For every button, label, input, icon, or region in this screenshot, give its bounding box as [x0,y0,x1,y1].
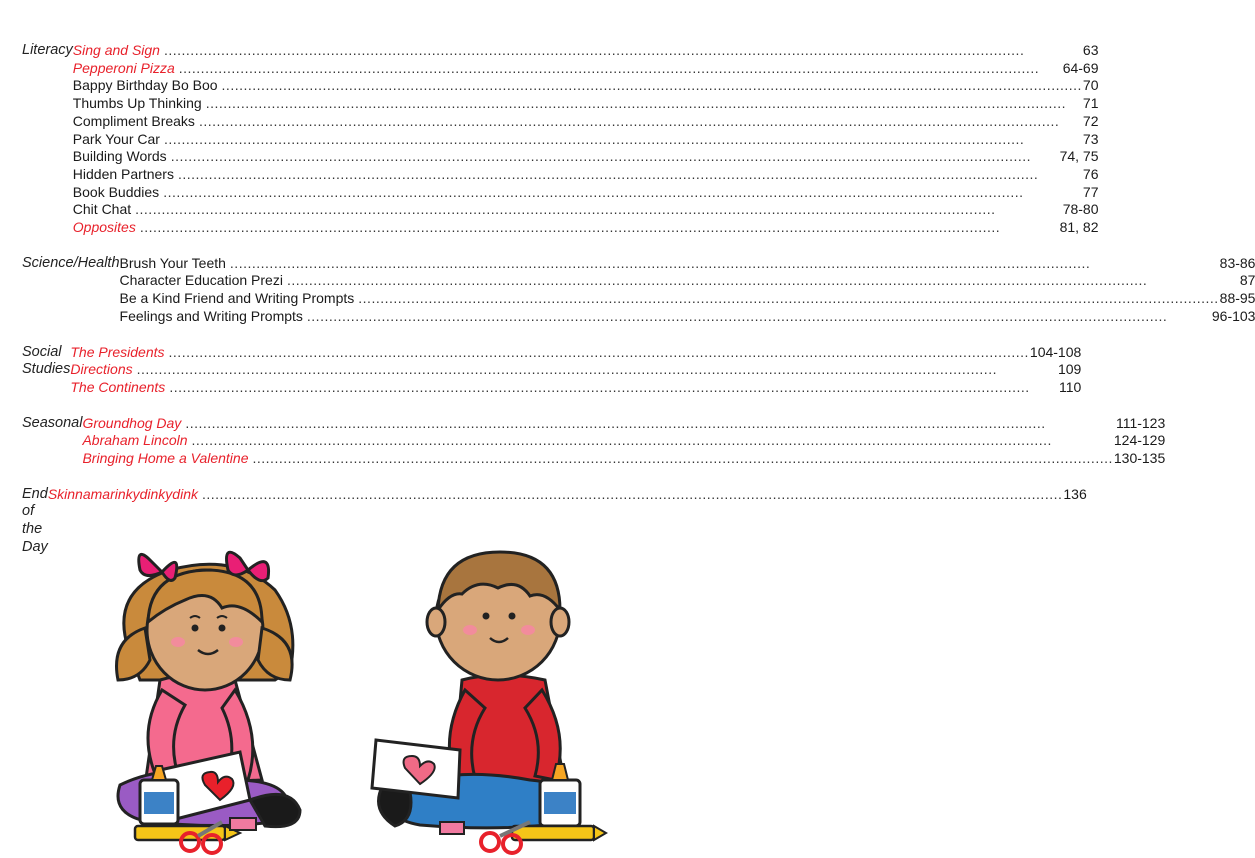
dot-leader [164,42,1082,60]
entry-page: 124-129 [1113,432,1166,449]
dot-leader [358,290,1218,308]
entry-page: 76 [1082,165,1099,182]
dot-leader [163,184,1082,202]
entry-title[interactable]: Abraham Lincoln [82,432,188,449]
dot-leader [192,432,1113,450]
table-of-contents [22,42,1255,575]
entry-page: 88-95 [1219,290,1255,307]
dot-leader [137,361,1057,379]
entry-title: Bappy Birthday Bo Boo [72,77,218,94]
entry-title[interactable]: The Presidents [70,343,165,360]
entry-page: 73 [1082,130,1099,147]
entry-title[interactable]: Pepperoni Pizza [72,59,175,76]
toc-entry[interactable] [70,344,1081,362]
section-label: End of the Day [22,485,48,555]
toc-entry [120,255,1255,273]
dot-leader [185,415,1115,433]
section-entries [82,415,1165,468]
dot-leader [222,77,1082,95]
entry-title: Thumbs Up Thinking [72,95,202,112]
entry-title[interactable]: Sing and Sign [72,42,160,58]
dot-leader [171,148,1059,166]
entry-page: 109 [1057,361,1082,378]
toc-entry [73,131,1099,149]
entry-title: Feelings and Writing Prompts [119,307,303,324]
entry-page: 96-103 [1211,307,1255,324]
entry-title: Character Education Prezi [119,272,283,289]
toc-entry [73,95,1099,113]
dot-leader [199,113,1082,131]
toc-entry [73,166,1099,184]
toc-entry[interactable] [82,450,1165,468]
entry-title: Brush Your Teeth [119,254,226,271]
entry-page: 111-123 [1115,414,1166,431]
entry-title: Hidden Partners [72,165,174,182]
entry-title[interactable]: Directions [70,361,133,378]
toc-entry[interactable] [70,379,1081,397]
entry-page: 110 [1058,378,1082,395]
kids-valentine-illustration [0,530,700,858]
dot-leader [140,219,1059,237]
toc-section [22,42,1099,237]
dot-leader [169,379,1058,397]
entry-page: 136 [1063,485,1087,502]
section-entries [73,42,1099,237]
entry-page: 104-108 [1029,343,1082,360]
entry-page: 77 [1082,183,1099,200]
entry-title: Book Buddies [72,183,160,200]
entry-page: 74, 75 [1059,148,1099,165]
entry-title[interactable]: Bringing Home a Valentine [82,450,249,467]
toc-section [22,254,1255,326]
entry-page: 72 [1082,112,1099,129]
toc-entry[interactable] [70,361,1081,379]
dot-leader [179,60,1062,78]
toc-entry[interactable] [82,432,1165,450]
toc-entry [73,148,1099,166]
toc-entry[interactable] [73,42,1099,60]
toc-entry [120,272,1255,290]
toc-entry [73,113,1099,131]
toc-entry[interactable] [82,415,1165,433]
entry-page: 83-86 [1219,254,1255,271]
dot-leader [230,255,1219,273]
entry-page: 63 [1082,42,1099,58]
toc-entry [73,201,1099,219]
entry-page: 81, 82 [1059,219,1099,236]
dot-leader [287,272,1239,290]
entry-page: 70 [1082,77,1099,94]
entry-title[interactable]: The Continents [70,378,166,395]
entry-title[interactable]: Groundhog Day [82,414,182,431]
entry-title: Building Words [72,148,167,165]
toc-entry [120,308,1255,326]
dot-leader [178,166,1082,184]
toc-entry [120,290,1255,308]
section-label: Literacy [22,42,73,58]
toc-entry[interactable] [73,219,1099,237]
toc-section [22,414,1166,468]
entry-page: 87 [1239,272,1255,289]
entry-page: 64-69 [1062,59,1099,76]
dot-leader [164,131,1082,149]
entry-title: Park Your Car [72,130,160,147]
section-label: Science/Health [22,254,120,271]
entry-title: Compliment Breaks [72,112,195,129]
toc-entry [73,77,1099,95]
dot-leader [135,201,1062,219]
entry-page: 78-80 [1062,201,1099,218]
section-entries [70,344,1081,397]
toc-entry [73,184,1099,202]
dot-leader [206,95,1082,113]
entry-page: 130-135 [1113,450,1166,467]
entry-page: 71 [1082,95,1099,112]
dot-leader [307,308,1211,326]
toc-section [22,343,1082,397]
entry-title[interactable]: Opposites [72,219,136,236]
dot-leader [202,486,1062,504]
toc-entry[interactable] [48,486,1087,504]
dot-leader [253,450,1113,468]
section-label: Social Studies [22,343,71,378]
toc-entry[interactable] [73,60,1099,78]
entry-title: Chit Chat [72,201,132,218]
dot-leader [169,344,1029,362]
section-entries [120,255,1255,326]
entry-title[interactable]: Skinnamarinkydinkydink [47,485,198,502]
section-label: Seasonal [22,414,83,431]
entry-title: Be a Kind Friend and Writing Prompts [119,290,355,307]
